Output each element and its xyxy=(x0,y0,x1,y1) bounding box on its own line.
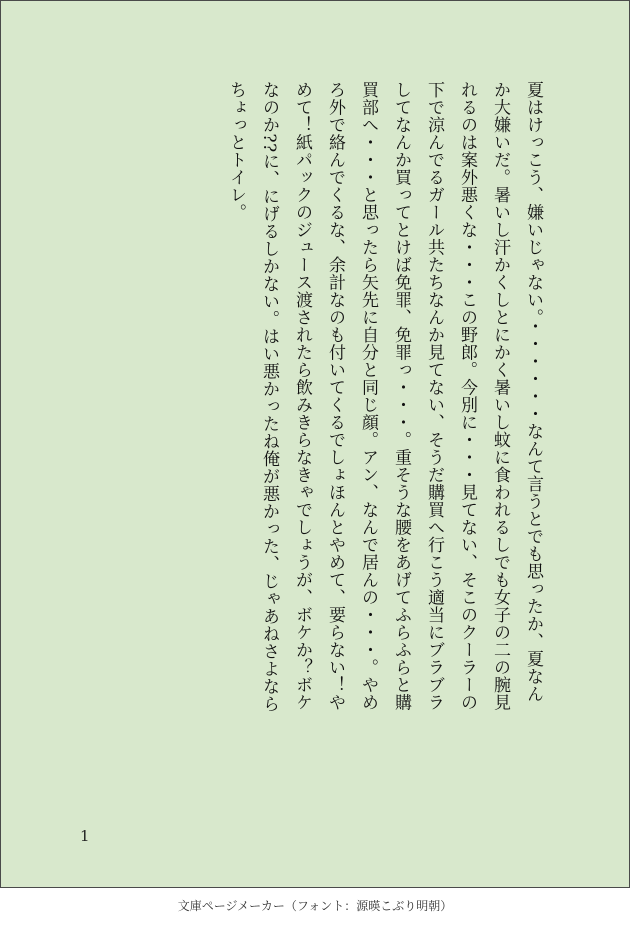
text-line: 夏はけっこう、嫌いじゃない。・・・・・・なんて言うとでも思ったか、夏なん xyxy=(523,81,543,703)
text-line: めて！紙パックのジュース渡されたら飲みきらなきゃでしょうが、ボケか？ボケ xyxy=(292,81,312,711)
footer-credit: 文庫ページメーカー（フォント：源暎こぶり明朝） xyxy=(177,899,453,913)
text-line: 買部へ・・・と思ったら矢先に自分と同じ顔。アン、なんで居んの・・・。やめ xyxy=(358,81,378,711)
text-line: ちょっとトイレ。 xyxy=(226,81,246,221)
text-line: か大嫌いだ。暑いし汗かくしとにかく暑いし蚊に食われるしでも女子の二の腕見 xyxy=(490,81,510,711)
page-number: 1 xyxy=(80,827,90,845)
text-line: ろ外で絡んでくるな、余計なのも付いてくるでしょほんとやめて、要らない！や xyxy=(325,81,345,711)
text-line: してなんか買ってとけば免罪、免罪っ・・・。重そうな腰をあげてふらふらと購 xyxy=(391,81,411,711)
text-line: 下で涼んでるガール共たちなんか見てない、そうだ購買へ行こう適当にブラブラ xyxy=(424,81,444,711)
text-line: なのか??に、にげるしかない。はい悪かったね俺が悪かった、じゃあねさよなら xyxy=(259,81,279,713)
text-line: れるのは案外悪くな・・・この野郎。今別に・・・見てない、そこのクーラーの xyxy=(457,81,477,711)
vertical-text-body xyxy=(219,81,549,801)
